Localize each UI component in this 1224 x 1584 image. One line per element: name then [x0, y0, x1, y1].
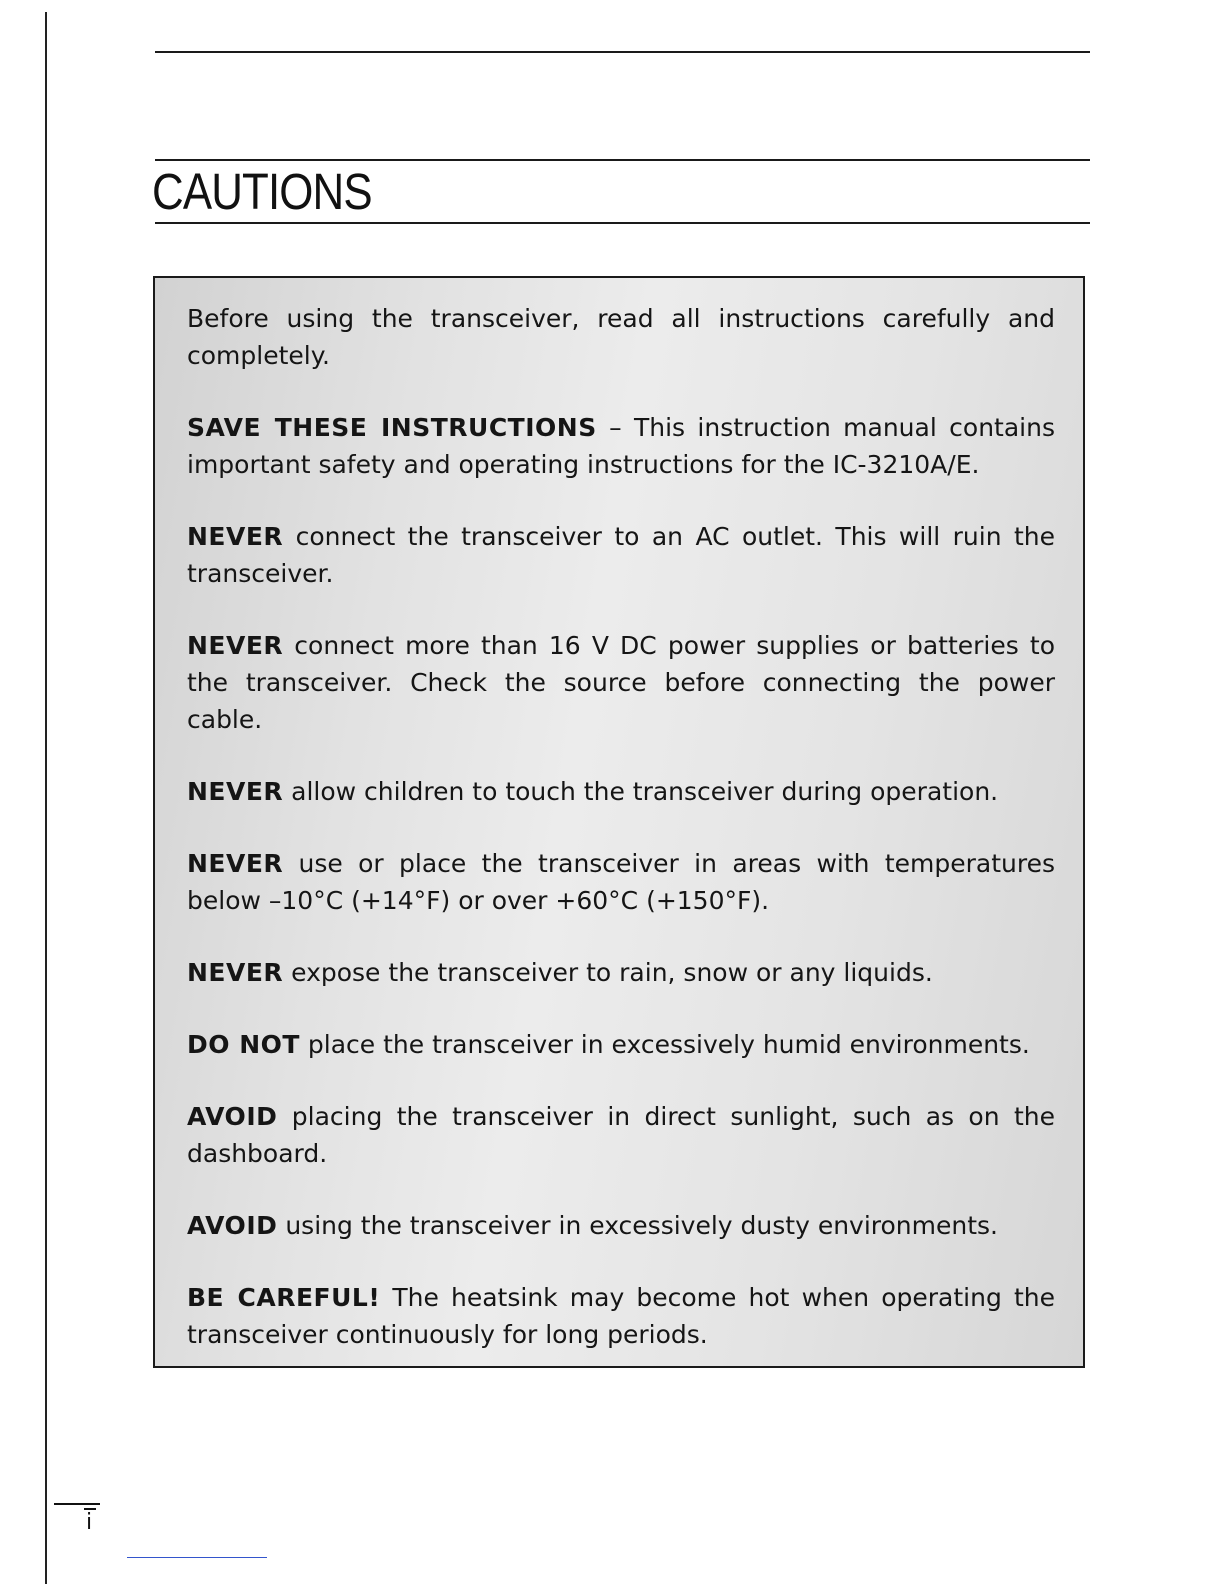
caution-item: [187, 518, 1055, 592]
header-rule: [155, 51, 1090, 53]
caution-text: allow children to touch the transceiver during operation.: [283, 777, 999, 806]
caution-keyword: SAVE THESE INSTRUCTIONS: [187, 413, 597, 442]
caution-text: – This instruction manual contains important safety and operating instructions for the IC-3210A/E.: [187, 413, 1055, 479]
binding-edge-line: [45, 12, 47, 1584]
caution-keyword: AVOID: [187, 1211, 278, 1240]
caution-keyword: NEVER: [187, 522, 284, 551]
footer-underline: [127, 1557, 267, 1558]
caution-text: using the transceiver in excessively dusty environments.: [277, 1211, 999, 1240]
caution-keyword: AVOID: [187, 1102, 278, 1131]
caution-item: [187, 773, 1055, 810]
caution-text: placing the transceiver in direct sunlight, such as on the dashboard.: [187, 1102, 1055, 1168]
caution-keyword: NEVER: [187, 631, 284, 660]
caution-keyword: DO NOT: [187, 1030, 300, 1059]
caution-text: The heatsink may become hot when operating the transceiver continuously for long periods.: [187, 1283, 1055, 1349]
caution-keyword: NEVER: [187, 777, 284, 806]
caution-text: use or place the transceiver in areas with temperatures below –10°C (+14°F) or over +60°C (+150°F).: [187, 849, 1055, 915]
page-title: CAUTIONS: [152, 163, 372, 220]
title-top-rule: [155, 159, 1090, 161]
caution-item: [187, 1279, 1055, 1353]
caution-text: connect the transceiver to an AC outlet. This will ruin the transceiver.: [187, 522, 1055, 588]
caution-item: [187, 409, 1055, 483]
caution-keyword: NEVER: [187, 849, 284, 878]
caution-item: [187, 627, 1055, 738]
caution-text: connect more than 16 V DC power supplies or batteries to the transceiver. Check the source before connecting the power cable.: [187, 631, 1055, 734]
caution-keyword: BE CAREFUL!: [187, 1283, 381, 1312]
caution-text: place the transceiver in excessively humid environments.: [299, 1030, 1030, 1059]
caution-item: [187, 954, 1055, 991]
title-bottom-rule: [155, 222, 1090, 224]
cautions-box: [153, 276, 1085, 1368]
caution-item: [187, 1026, 1055, 1063]
cautions-list: [187, 300, 1055, 1388]
caution-item: [187, 845, 1055, 919]
caution-keyword: NEVER: [187, 958, 284, 987]
caution-item: [187, 300, 1055, 374]
caution-item: [187, 1098, 1055, 1172]
page-number-rule: [54, 1503, 100, 1505]
caution-text: Before using the transceiver, read all instructions carefully and completely.: [187, 304, 1055, 370]
caution-item: [187, 1207, 1055, 1244]
caution-text: expose the transceiver to rain, snow or any liquids.: [283, 958, 933, 987]
page-number: i: [84, 1508, 96, 1534]
